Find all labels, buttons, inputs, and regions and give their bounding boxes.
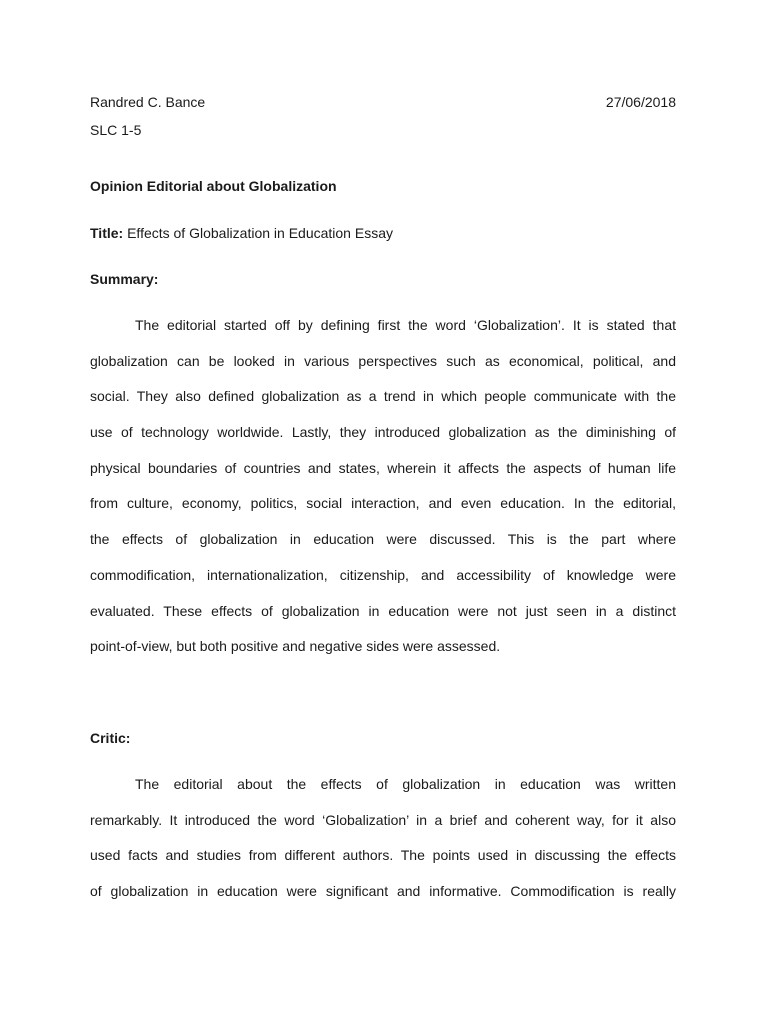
document-date: 27/06/2018	[605, 94, 676, 110]
paragraph-line: physical boundaries of countries and states, wherein it affects the aspects of human life	[90, 459, 676, 476]
critic-heading: Critic:	[90, 730, 131, 746]
summary-heading: Summary:	[90, 271, 159, 287]
summary-paragraph	[90, 316, 676, 673]
title-line	[90, 224, 393, 242]
title-text: Effects of Globalization in Education Essay	[123, 225, 393, 241]
paragraph-line: commodification, internationalization, citizenship, and accessibility of knowledge were	[90, 566, 676, 583]
title-label: Title:	[90, 225, 124, 241]
paragraph-line: remarkably. It introduced the word ‘Globalization’ in a brief and coherent way, for it also	[90, 811, 676, 828]
paragraph-line: point-of-view, but both positive and negative sides were assessed.	[90, 638, 501, 655]
paragraph-line: from culture, economy, politics, social interaction, and even education. In the editorial,	[90, 495, 676, 512]
paragraph-line: The editorial about the effects of globalization in education was written	[135, 776, 676, 792]
paragraph-line: used facts and studies from different authors. The points used in discussing the effects	[90, 847, 676, 864]
paragraph-line: use of technology worldwide. Lastly, they introduced globalization as the diminishing of	[90, 424, 676, 441]
author-name: Randred C. Bance	[90, 94, 206, 110]
critic-paragraph	[90, 775, 676, 918]
paragraph-line: of globalization in education were significant and informative. Commodification is really	[90, 883, 676, 900]
paragraph-line: the effects of globalization in education were discussed. This is the part where	[90, 531, 676, 548]
header-row	[90, 93, 676, 111]
paragraph-line: globalization can be looked in various perspectives such as economical, political, and	[90, 352, 676, 369]
paragraph-line: The editorial started off by defining first the word ‘Globalization’. It is stated that	[135, 317, 676, 333]
document-heading: Opinion Editorial about Globalization	[90, 178, 337, 194]
paragraph-line: social. They also defined globalization as a trend in which people communicate with the	[90, 388, 676, 405]
section-code: SLC 1-5	[90, 122, 142, 138]
paragraph-line: evaluated. These effects of globalization in education were not just seen in a distinct	[90, 602, 676, 619]
